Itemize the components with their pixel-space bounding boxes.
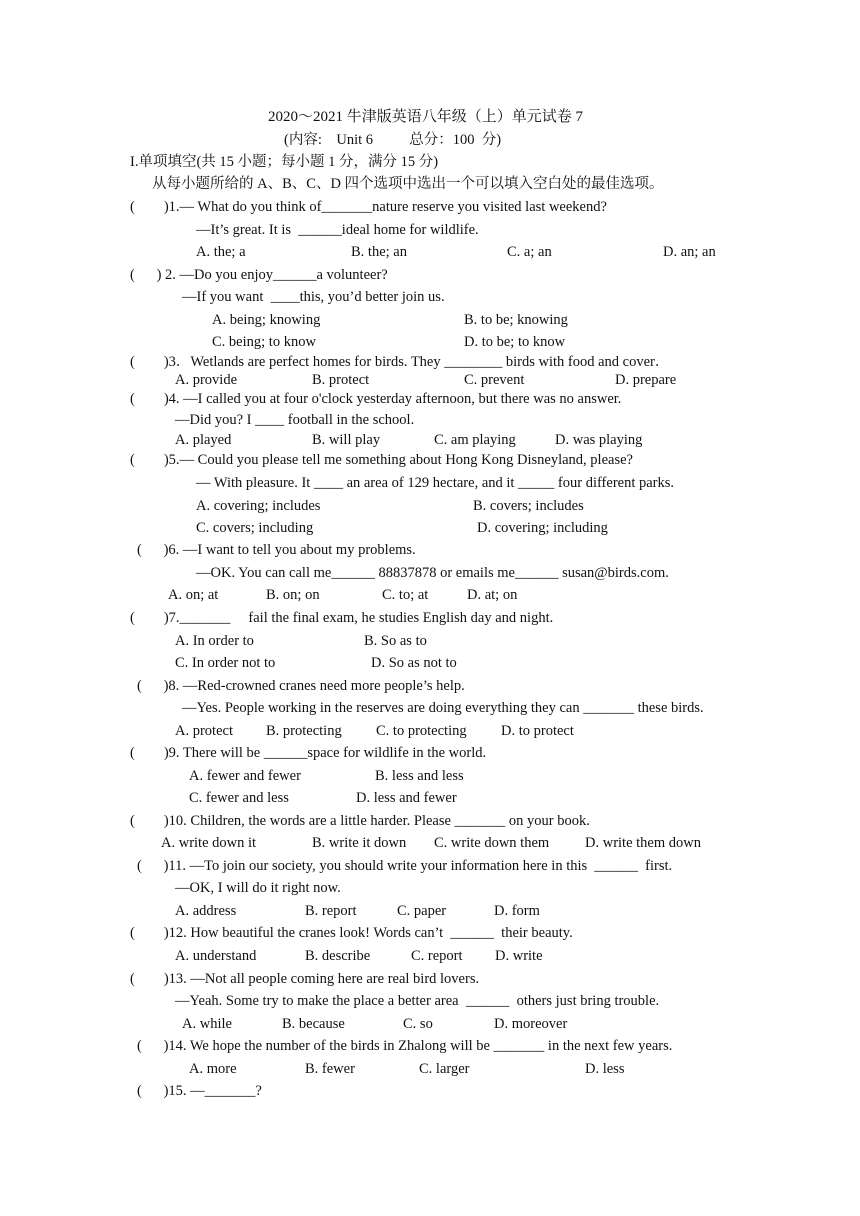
question-14-option-c: C. larger	[419, 1061, 470, 1077]
question-7-option-c: C. In order not to	[175, 655, 276, 671]
question-10-option-d: D. write them down	[585, 835, 701, 851]
question-4-stem-reply: —Did you? I ____ football in the school.	[175, 412, 415, 428]
question-13-stem: ( )13. —Not all people coming here are real bird lovers.	[130, 971, 480, 987]
question-8-option-d: D. to protect	[501, 723, 574, 739]
question-5-stem: ( )5.— Could you please tell me something about Hong Kong Disneyland, please?	[130, 452, 633, 468]
question-4-option-a: A. played	[175, 432, 232, 448]
question-1-stem-reply: —It’s great. It is ______ideal home for wildlife.	[196, 222, 479, 238]
question-1-option-a: A. the; a	[196, 244, 246, 260]
question-13-stem-reply: —Yeah. Some try to make the place a better area ______ others just bring trouble.	[175, 993, 660, 1009]
question-12-stem: ( )12. How beautiful the cranes look! Words can’t ______ their beauty.	[130, 925, 573, 941]
question-5-option-c: C. covers; including	[196, 520, 314, 536]
question-9-stem: ( )9. There will be ______space for wildlife in the world.	[130, 745, 487, 761]
question-13-option-c: C. so	[403, 1016, 433, 1032]
question-3-option-a: A. provide	[175, 372, 238, 388]
question-4-option-c: C. am playing	[434, 432, 516, 448]
question-13-option-d: D. moreover	[494, 1016, 568, 1032]
question-6-option-d: D. at; on	[467, 587, 518, 603]
question-12-option-b: B. describe	[305, 948, 371, 964]
question-6-stem-reply: —OK. You can call me______ 88837878 or emails me______ susan@birds.com.	[196, 565, 669, 581]
question-10-option-a: A. write down it	[161, 835, 257, 851]
question-2-option-d: D. to be; to know	[464, 334, 566, 350]
question-12-option-c: C. report	[411, 948, 463, 964]
question-10-option-b: B. write it down	[312, 835, 407, 851]
question-2-option-c: C. being; to know	[212, 334, 316, 350]
question-9-option-a: A. fewer and fewer	[189, 768, 301, 784]
question-8-option-b: B. protecting	[266, 723, 342, 739]
question-14-stem: ( )14. We hope the number of the birds in Zhalong will be _______ in the next few years.	[137, 1038, 673, 1054]
question-11-option-a: A. address	[175, 903, 237, 919]
question-14-option-a: A. more	[189, 1061, 237, 1077]
question-5-option-a: A. covering; includes	[196, 498, 321, 514]
question-10-stem: ( )10. Children, the words are a little harder. Please _______ on your book.	[130, 813, 590, 829]
question-14-option-d: D. less	[585, 1061, 625, 1077]
section-heading: I.单项填空(共 15 小题；每小题 1 分，满分 15 分)	[130, 154, 439, 170]
question-7-option-a: A. In order to	[175, 633, 254, 649]
question-6-option-b: B. on; on	[266, 587, 320, 603]
question-8-option-c: C. to protecting	[376, 723, 467, 739]
question-7-option-b: B. So as to	[364, 633, 427, 649]
question-9-option-c: C. fewer and less	[189, 790, 289, 806]
question-2-option-b: B. to be; knowing	[464, 312, 568, 328]
question-6-option-a: A. on; at	[168, 587, 219, 603]
question-3-option-b: B. protect	[312, 372, 370, 388]
question-11-option-d: D. form	[494, 903, 540, 919]
question-9-option-b: B. less and less	[375, 768, 464, 784]
question-3-stem: ( )3．Wetlands are perfect homes for birds. They ________ birds with food and cover．	[130, 354, 670, 370]
question-7-option-d: D. So as not to	[371, 655, 457, 671]
question-1-option-d: D. an; an	[663, 244, 716, 260]
question-5-option-d: D. covering; including	[477, 520, 608, 536]
question-1-option-c: C. a; an	[507, 244, 552, 260]
question-13-option-a: A. while	[182, 1016, 232, 1032]
question-11-stem-reply: —OK, I will do it right now.	[175, 880, 341, 896]
question-2-stem: ( ) 2. —Do you enjoy______a volunteer?	[130, 267, 388, 283]
question-13-option-b: B. because	[282, 1016, 345, 1032]
question-3-option-d: D. prepare	[615, 372, 677, 388]
question-5-option-b: B. covers; includes	[473, 498, 584, 514]
question-7-stem: ( )7._______ fail the final exam, he studies English day and night.	[130, 610, 554, 626]
question-4-option-d: D. was playing	[555, 432, 643, 448]
question-6-stem: ( )6. —I want to tell you about my problems.	[137, 542, 416, 558]
section-instruction: 从每小题所给的 A、B、C、D 四个选项中选出一个可以填入空白处的最佳选项。	[152, 176, 664, 192]
question-8-option-a: A. protect	[175, 723, 233, 739]
exam-subtitle: (内容: Unit 6 总分：100 分)	[284, 132, 502, 148]
question-4-stem: ( )4. —I called you at four o'clock yesterday afternoon, but there was no answer.	[130, 391, 622, 407]
question-1-stem: ( )1.— What do you think of_______nature reserve you visited last weekend?	[130, 199, 607, 215]
exam-title: 2020～2021 牛津版英语八年级（上）单元试卷 7	[268, 109, 584, 125]
question-10-option-c: C. write down them	[434, 835, 550, 851]
question-9-option-d: D. less and fewer	[356, 790, 457, 806]
question-1-option-b: B. the; an	[351, 244, 407, 260]
question-14-option-b: B. fewer	[305, 1061, 355, 1077]
question-4-option-b: B. will play	[312, 432, 381, 448]
question-8-stem-reply: —Yes. People working in the reserves are doing everything they can _______ these birds.	[182, 700, 704, 716]
question-5-stem-reply: — With pleasure. It ____ an area of 129 hectare, and it _____ four different parks.	[196, 475, 675, 491]
question-2-option-a: A. being; knowing	[212, 312, 321, 328]
question-11-stem: ( )11. —To join our society, you should write your information here in this ______ first.	[137, 858, 673, 874]
question-8-stem: ( )8. —Red-crowned cranes need more people’s help.	[137, 678, 465, 694]
question-11-option-c: C. paper	[397, 903, 447, 919]
question-15-stem: ( )15. —_______?	[137, 1083, 262, 1099]
question-12-option-d: D. write	[495, 948, 543, 964]
question-12-option-a: A. understand	[175, 948, 257, 964]
question-2-stem-reply: —If you want ____this, you’d better join us.	[182, 289, 445, 305]
question-6-option-c: C. to; at	[382, 587, 429, 603]
question-3-option-c: C. prevent	[464, 372, 525, 388]
question-11-option-b: B. report	[305, 903, 357, 919]
